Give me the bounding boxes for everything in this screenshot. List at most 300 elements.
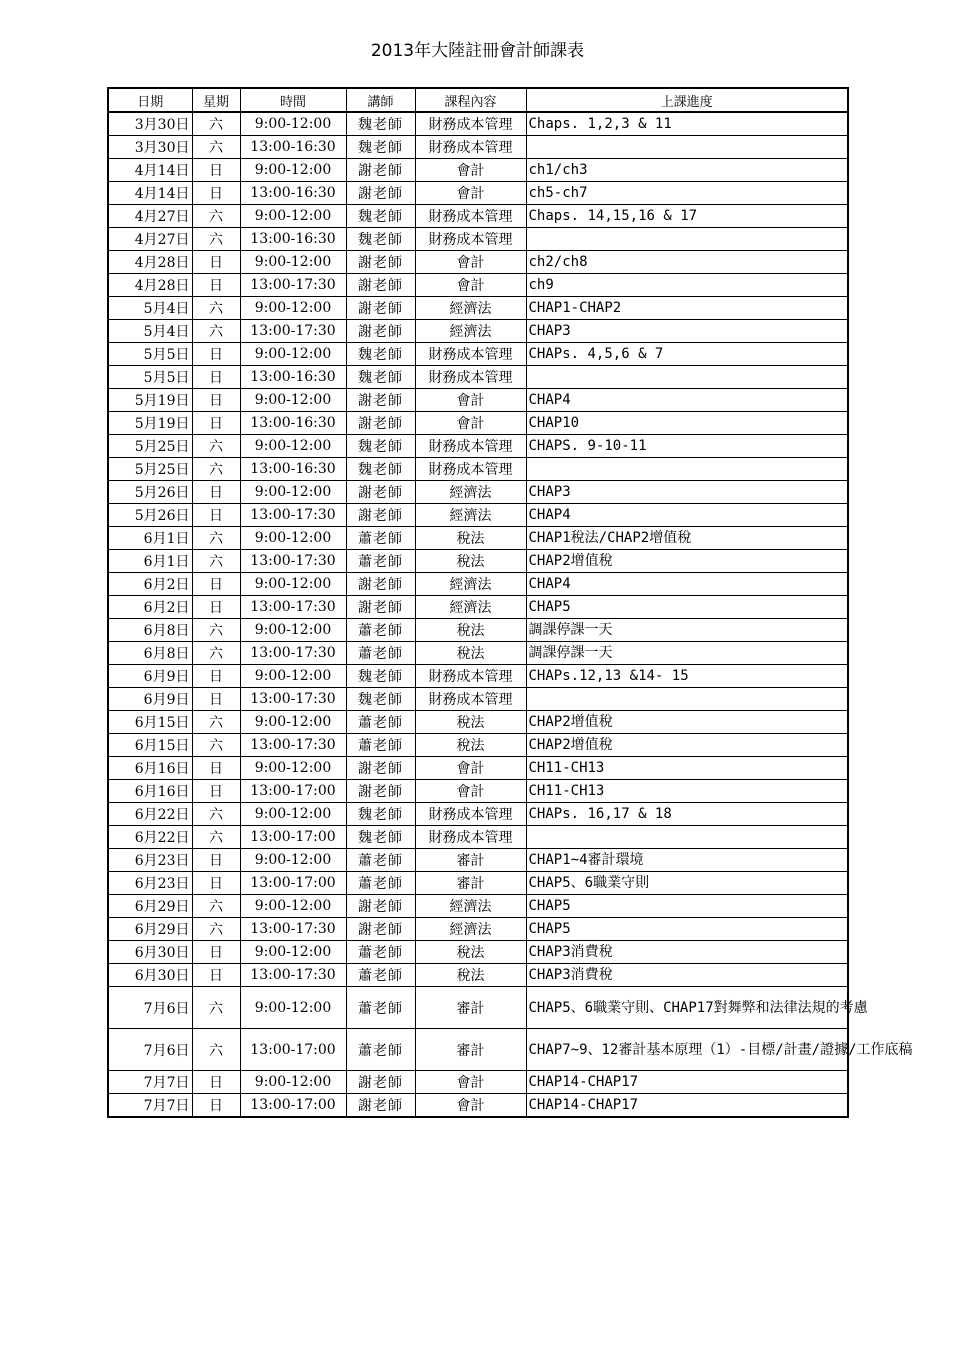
- cell-day: 六: [192, 297, 240, 320]
- cell-progress: CHAP3消費稅: [526, 964, 848, 987]
- cell-course: 財務成本管理: [415, 205, 526, 228]
- cell-date: 6月16日: [108, 780, 192, 803]
- cell-date: 6月30日: [108, 964, 192, 987]
- cell-progress: CHAP5: [526, 918, 848, 941]
- cell-time: 13:00-17:30: [240, 964, 346, 987]
- cell-teacher: 魏老師: [346, 803, 415, 826]
- cell-time: 13:00-17:30: [240, 274, 346, 297]
- cell-date: 6月30日: [108, 941, 192, 964]
- cell-course: 稅法: [415, 964, 526, 987]
- cell-time: 13:00-17:30: [240, 688, 346, 711]
- cell-progress: CHAP5: [526, 596, 848, 619]
- cell-progress: ch1/ch3: [526, 159, 848, 182]
- cell-time: 9:00-12:00: [240, 895, 346, 918]
- table-row: [108, 228, 848, 251]
- cell-teacher: 謝老師: [346, 389, 415, 412]
- cell-day: 日: [192, 665, 240, 688]
- cell-day: 六: [192, 435, 240, 458]
- cell-teacher: 蕭老師: [346, 734, 415, 757]
- cell-date: 7月6日: [108, 1029, 192, 1071]
- table-row: [108, 297, 848, 320]
- cell-teacher: 謝老師: [346, 481, 415, 504]
- cell-teacher: 謝老師: [346, 573, 415, 596]
- cell-date: 5月19日: [108, 412, 192, 435]
- cell-date: 5月25日: [108, 458, 192, 481]
- cell-date: 6月9日: [108, 688, 192, 711]
- header-day: 星期: [192, 88, 240, 112]
- table-row: [108, 780, 848, 803]
- cell-teacher: 蕭老師: [346, 711, 415, 734]
- cell-teacher: 謝老師: [346, 757, 415, 780]
- table-row: [108, 826, 848, 849]
- cell-teacher: 蕭老師: [346, 1029, 415, 1071]
- cell-progress: CHAP2增值稅: [526, 550, 848, 573]
- cell-time: 13:00-16:30: [240, 412, 346, 435]
- cell-progress: CHAP1~4審計環境: [526, 849, 848, 872]
- cell-progress: CHAP2增值稅: [526, 711, 848, 734]
- cell-teacher: 蕭老師: [346, 619, 415, 642]
- cell-date: 6月23日: [108, 872, 192, 895]
- cell-course: 財務成本管理: [415, 366, 526, 389]
- cell-time: 9:00-12:00: [240, 435, 346, 458]
- cell-course: 財務成本管理: [415, 435, 526, 458]
- cell-progress: [526, 688, 848, 711]
- cell-time: 9:00-12:00: [240, 987, 346, 1029]
- cell-day: 日: [192, 849, 240, 872]
- cell-day: 日: [192, 941, 240, 964]
- table-row: [108, 872, 848, 895]
- cell-time: 13:00-17:00: [240, 780, 346, 803]
- cell-day: 六: [192, 458, 240, 481]
- table-row: [108, 803, 848, 826]
- table-row: [108, 504, 848, 527]
- cell-teacher: 蕭老師: [346, 527, 415, 550]
- cell-teacher: 魏老師: [346, 826, 415, 849]
- cell-course: 財務成本管理: [415, 228, 526, 251]
- cell-time: 9:00-12:00: [240, 389, 346, 412]
- cell-course: 稅法: [415, 642, 526, 665]
- table-row: [108, 205, 848, 228]
- cell-teacher: 謝老師: [346, 297, 415, 320]
- cell-day: 六: [192, 803, 240, 826]
- header-course: 課程內容: [415, 88, 526, 112]
- cell-day: 日: [192, 573, 240, 596]
- cell-course: 財務成本管理: [415, 136, 526, 159]
- header-date: 日期: [108, 88, 192, 112]
- cell-progress: CHAP4: [526, 504, 848, 527]
- table-row: [108, 1094, 848, 1118]
- table-row: [108, 366, 848, 389]
- cell-progress: CHAP14-CHAP17: [526, 1071, 848, 1094]
- cell-time: 9:00-12:00: [240, 573, 346, 596]
- cell-course: 經濟法: [415, 918, 526, 941]
- cell-time: 9:00-12:00: [240, 205, 346, 228]
- cell-progress: CHAPs. 16,17 & 18: [526, 803, 848, 826]
- cell-date: 6月8日: [108, 619, 192, 642]
- cell-course: 會計: [415, 274, 526, 297]
- table-header: [108, 88, 848, 112]
- cell-course: 經濟法: [415, 320, 526, 343]
- cell-day: 日: [192, 481, 240, 504]
- cell-day: 日: [192, 596, 240, 619]
- table-row: [108, 573, 848, 596]
- cell-time: 13:00-17:00: [240, 826, 346, 849]
- cell-course: 經濟法: [415, 596, 526, 619]
- cell-day: 六: [192, 550, 240, 573]
- table-row: [108, 642, 848, 665]
- table-row: [108, 619, 848, 642]
- cell-teacher: 魏老師: [346, 112, 415, 136]
- cell-date: 6月1日: [108, 550, 192, 573]
- cell-course: 財務成本管理: [415, 458, 526, 481]
- cell-time: 13:00-17:00: [240, 1094, 346, 1118]
- table-row: [108, 964, 848, 987]
- cell-time: 13:00-16:30: [240, 228, 346, 251]
- cell-time: 13:00-17:30: [240, 504, 346, 527]
- table-row: [108, 987, 848, 1029]
- cell-day: 六: [192, 228, 240, 251]
- cell-day: 六: [192, 711, 240, 734]
- table-row: [108, 711, 848, 734]
- cell-progress: CHAP14-CHAP17: [526, 1094, 848, 1118]
- cell-time: 13:00-16:30: [240, 182, 346, 205]
- cell-day: 日: [192, 182, 240, 205]
- cell-course: 稅法: [415, 527, 526, 550]
- cell-course: 審計: [415, 849, 526, 872]
- table-row: [108, 435, 848, 458]
- cell-day: 六: [192, 642, 240, 665]
- cell-teacher: 魏老師: [346, 136, 415, 159]
- cell-progress: CHAP1稅法/CHAP2增值稅: [526, 527, 848, 550]
- cell-teacher: 魏老師: [346, 458, 415, 481]
- cell-day: 六: [192, 895, 240, 918]
- cell-teacher: 魏老師: [346, 366, 415, 389]
- cell-course: 會計: [415, 251, 526, 274]
- cell-progress: CHAPs. 4,5,6 & 7: [526, 343, 848, 366]
- cell-day: 日: [192, 251, 240, 274]
- cell-course: 財務成本管理: [415, 803, 526, 826]
- cell-course: 審計: [415, 872, 526, 895]
- cell-teacher: 蕭老師: [346, 987, 415, 1029]
- cell-time: 9:00-12:00: [240, 297, 346, 320]
- cell-progress: Chaps. 1,2,3 & 11: [526, 112, 848, 136]
- cell-progress: ch9: [526, 274, 848, 297]
- cell-date: 5月25日: [108, 435, 192, 458]
- cell-progress: CHAP5、6職業守則、CHAP17對舞弊和法律法規的考慮: [526, 987, 848, 1029]
- cell-day: 日: [192, 366, 240, 389]
- cell-date: 5月19日: [108, 389, 192, 412]
- cell-teacher: 魏老師: [346, 228, 415, 251]
- cell-day: 日: [192, 872, 240, 895]
- table-row: [108, 849, 848, 872]
- cell-progress: CHAP3消費稅: [526, 941, 848, 964]
- cell-day: 六: [192, 320, 240, 343]
- cell-progress: [526, 228, 848, 251]
- cell-day: 六: [192, 734, 240, 757]
- table-row: [108, 527, 848, 550]
- cell-date: 6月9日: [108, 665, 192, 688]
- table-row: [108, 757, 848, 780]
- cell-date: 6月22日: [108, 803, 192, 826]
- table-row: [108, 895, 848, 918]
- cell-date: 6月29日: [108, 895, 192, 918]
- cell-time: 13:00-16:30: [240, 136, 346, 159]
- cell-day: 六: [192, 205, 240, 228]
- cell-date: 4月14日: [108, 182, 192, 205]
- cell-teacher: 謝老師: [346, 274, 415, 297]
- cell-progress: 調課停課一天: [526, 619, 848, 642]
- cell-day: 六: [192, 112, 240, 136]
- cell-date: 5月26日: [108, 481, 192, 504]
- table-row: [108, 251, 848, 274]
- cell-course: 稅法: [415, 619, 526, 642]
- cell-time: 9:00-12:00: [240, 343, 346, 366]
- cell-date: 3月30日: [108, 136, 192, 159]
- cell-course: 經濟法: [415, 573, 526, 596]
- cell-day: 六: [192, 619, 240, 642]
- header-teacher: 講師: [346, 88, 415, 112]
- table-row: [108, 481, 848, 504]
- header-progress: 上課進度: [526, 88, 848, 112]
- cell-progress: Chaps. 14,15,16 & 17: [526, 205, 848, 228]
- table-row: [108, 182, 848, 205]
- cell-day: 六: [192, 527, 240, 550]
- cell-day: 日: [192, 159, 240, 182]
- cell-day: 六: [192, 136, 240, 159]
- cell-progress: CHAP4: [526, 389, 848, 412]
- cell-progress: [526, 366, 848, 389]
- cell-day: 六: [192, 826, 240, 849]
- table-row: [108, 1029, 848, 1071]
- cell-time: 9:00-12:00: [240, 251, 346, 274]
- table-row: [108, 343, 848, 366]
- cell-progress: CHAPS. 9-10-11: [526, 435, 848, 458]
- cell-teacher: 蕭老師: [346, 642, 415, 665]
- table-row: [108, 941, 848, 964]
- cell-day: 日: [192, 1094, 240, 1118]
- cell-course: 經濟法: [415, 481, 526, 504]
- cell-date: 6月29日: [108, 918, 192, 941]
- cell-day: 日: [192, 412, 240, 435]
- table-row: [108, 550, 848, 573]
- table-row: [108, 412, 848, 435]
- table-row: [108, 112, 848, 136]
- cell-course: 審計: [415, 987, 526, 1029]
- cell-date: 6月1日: [108, 527, 192, 550]
- cell-progress: [526, 458, 848, 481]
- cell-course: 會計: [415, 780, 526, 803]
- cell-course: 會計: [415, 757, 526, 780]
- table-row: [108, 918, 848, 941]
- cell-teacher: 蕭老師: [346, 941, 415, 964]
- cell-course: 稅法: [415, 711, 526, 734]
- cell-teacher: 謝老師: [346, 1094, 415, 1118]
- table-row: [108, 320, 848, 343]
- cell-date: 4月14日: [108, 159, 192, 182]
- cell-time: 13:00-17:30: [240, 734, 346, 757]
- cell-teacher: 謝老師: [346, 918, 415, 941]
- cell-teacher: 謝老師: [346, 320, 415, 343]
- cell-teacher: 謝老師: [346, 780, 415, 803]
- cell-progress: ch5-ch7: [526, 182, 848, 205]
- cell-time: 13:00-17:30: [240, 642, 346, 665]
- cell-time: 13:00-17:30: [240, 596, 346, 619]
- cell-teacher: 謝老師: [346, 412, 415, 435]
- cell-day: 日: [192, 504, 240, 527]
- cell-course: 財務成本管理: [415, 688, 526, 711]
- table-row: [108, 136, 848, 159]
- cell-progress: CH11-CH13: [526, 780, 848, 803]
- cell-day: 日: [192, 1071, 240, 1094]
- table-row: [108, 389, 848, 412]
- cell-course: 財務成本管理: [415, 343, 526, 366]
- page-title: 2013年大陸註冊會計師課表: [370, 41, 585, 61]
- cell-course: 會計: [415, 389, 526, 412]
- cell-course: 財務成本管理: [415, 112, 526, 136]
- table-row: [108, 665, 848, 688]
- header-time: 時間: [240, 88, 346, 112]
- cell-day: 日: [192, 780, 240, 803]
- table-row: [108, 159, 848, 182]
- cell-teacher: 蕭老師: [346, 849, 415, 872]
- cell-time: 9:00-12:00: [240, 527, 346, 550]
- cell-teacher: 謝老師: [346, 159, 415, 182]
- cell-time: 9:00-12:00: [240, 757, 346, 780]
- cell-time: 9:00-12:00: [240, 1071, 346, 1094]
- cell-course: 會計: [415, 412, 526, 435]
- cell-teacher: 謝老師: [346, 182, 415, 205]
- cell-date: 5月5日: [108, 343, 192, 366]
- cell-time: 9:00-12:00: [240, 803, 346, 826]
- cell-day: 日: [192, 274, 240, 297]
- cell-date: 6月23日: [108, 849, 192, 872]
- cell-date: 3月30日: [108, 112, 192, 136]
- cell-teacher: 魏老師: [346, 343, 415, 366]
- cell-time: 13:00-17:30: [240, 918, 346, 941]
- cell-time: 9:00-12:00: [240, 711, 346, 734]
- cell-time: 9:00-12:00: [240, 159, 346, 182]
- cell-date: 7月7日: [108, 1071, 192, 1094]
- cell-progress: CHAP4: [526, 573, 848, 596]
- cell-teacher: 謝老師: [346, 251, 415, 274]
- cell-course: 經濟法: [415, 504, 526, 527]
- cell-date: 5月5日: [108, 366, 192, 389]
- cell-teacher: 蕭老師: [346, 550, 415, 573]
- cell-time: 9:00-12:00: [240, 619, 346, 642]
- cell-progress: CHAP5: [526, 895, 848, 918]
- cell-day: 日: [192, 343, 240, 366]
- cell-progress: CHAP3: [526, 320, 848, 343]
- cell-course: 經濟法: [415, 297, 526, 320]
- cell-course: 審計: [415, 1029, 526, 1071]
- cell-time: 9:00-12:00: [240, 481, 346, 504]
- cell-time: 13:00-17:00: [240, 1029, 346, 1071]
- cell-time: 13:00-17:30: [240, 550, 346, 573]
- cell-course: 財務成本管理: [415, 665, 526, 688]
- cell-date: 4月28日: [108, 251, 192, 274]
- cell-date: 6月22日: [108, 826, 192, 849]
- cell-date: 5月26日: [108, 504, 192, 527]
- cell-progress: CHAP10: [526, 412, 848, 435]
- cell-day: 六: [192, 987, 240, 1029]
- cell-date: 5月4日: [108, 320, 192, 343]
- cell-teacher: 魏老師: [346, 665, 415, 688]
- table-row: [108, 688, 848, 711]
- cell-day: 六: [192, 1029, 240, 1071]
- cell-teacher: 蕭老師: [346, 964, 415, 987]
- cell-time: 13:00-17:30: [240, 320, 346, 343]
- cell-course: 財務成本管理: [415, 826, 526, 849]
- cell-course: 經濟法: [415, 895, 526, 918]
- cell-teacher: 謝老師: [346, 596, 415, 619]
- cell-progress: CHAP3: [526, 481, 848, 504]
- cell-course: 稅法: [415, 941, 526, 964]
- cell-day: 日: [192, 688, 240, 711]
- cell-date: 6月8日: [108, 642, 192, 665]
- cell-day: 日: [192, 757, 240, 780]
- cell-date: 7月7日: [108, 1094, 192, 1118]
- cell-time: 13:00-16:30: [240, 366, 346, 389]
- cell-progress: CHAPs.12,13 &14- 15: [526, 665, 848, 688]
- cell-time: 9:00-12:00: [240, 665, 346, 688]
- cell-time: 9:00-12:00: [240, 941, 346, 964]
- cell-day: 日: [192, 964, 240, 987]
- cell-teacher: 謝老師: [346, 504, 415, 527]
- cell-teacher: 魏老師: [346, 688, 415, 711]
- cell-date: 6月15日: [108, 734, 192, 757]
- cell-progress: [526, 136, 848, 159]
- cell-progress: CHAP1-CHAP2: [526, 297, 848, 320]
- cell-teacher: 謝老師: [346, 895, 415, 918]
- cell-course: 會計: [415, 159, 526, 182]
- cell-time: 9:00-12:00: [240, 112, 346, 136]
- cell-course: 會計: [415, 1071, 526, 1094]
- cell-progress: [526, 826, 848, 849]
- cell-time: 13:00-16:30: [240, 458, 346, 481]
- cell-date: 4月28日: [108, 274, 192, 297]
- cell-progress: ch2/ch8: [526, 251, 848, 274]
- cell-time: 13:00-17:00: [240, 872, 346, 895]
- cell-progress: 調課停課一天: [526, 642, 848, 665]
- cell-day: 六: [192, 918, 240, 941]
- table-row: [108, 274, 848, 297]
- table-body: [108, 112, 913, 1117]
- cell-date: 4月27日: [108, 205, 192, 228]
- table-row: [108, 734, 848, 757]
- cell-teacher: 謝老師: [346, 1071, 415, 1094]
- cell-date: 6月2日: [108, 596, 192, 619]
- cell-course: 稅法: [415, 550, 526, 573]
- cell-date: 4月27日: [108, 228, 192, 251]
- cell-day: 日: [192, 389, 240, 412]
- cell-course: 會計: [415, 1094, 526, 1118]
- cell-date: 7月6日: [108, 987, 192, 1029]
- cell-progress: CHAP2增值稅: [526, 734, 848, 757]
- cell-date: 6月16日: [108, 757, 192, 780]
- cell-date: 6月15日: [108, 711, 192, 734]
- cell-progress: CHAP5、6職業守則: [526, 872, 848, 895]
- cell-progress: CH11-CH13: [526, 757, 848, 780]
- cell-teacher: 蕭老師: [346, 872, 415, 895]
- schedule-table: [107, 87, 913, 1118]
- cell-progress: CHAP7~9、12審計基本原理（1）-目標/計畫/證據/工作底稿: [526, 1029, 848, 1071]
- cell-date: 5月4日: [108, 297, 192, 320]
- header-row: [108, 88, 848, 112]
- cell-course: 稅法: [415, 734, 526, 757]
- cell-teacher: 魏老師: [346, 205, 415, 228]
- cell-teacher: 魏老師: [346, 435, 415, 458]
- table-row: [108, 458, 848, 481]
